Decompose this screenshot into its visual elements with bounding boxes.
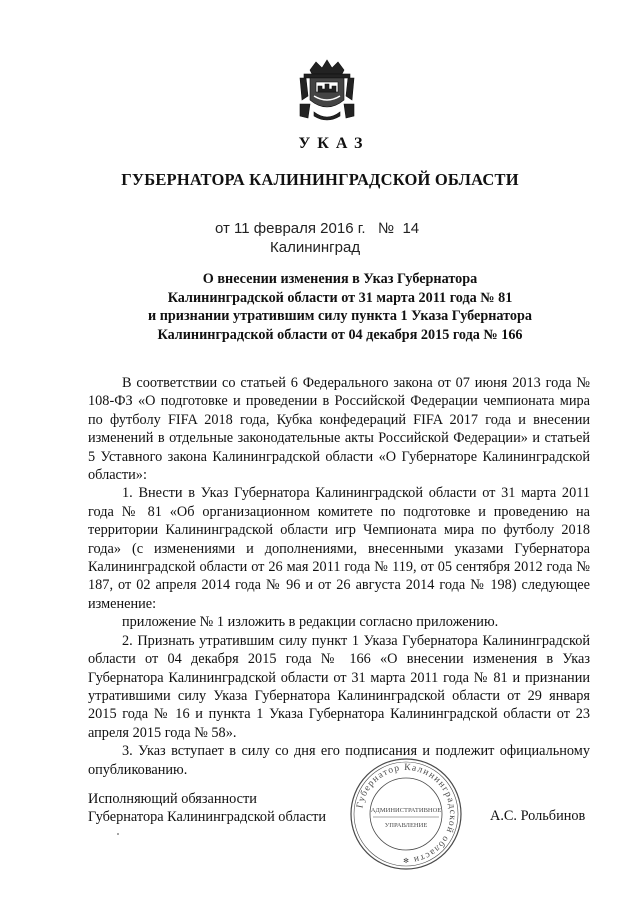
body-paragraph: 3. Указ вступает в силу со дня его подписания и подлежит официальному опубликованию.	[88, 743, 590, 778]
body-paragraph: 1. Внести в Указ Губернатора Калининградской области от 31 марта 2011 года № 81 «Об организационном комитете по подготовке и проведению на территории Калининградской области игр Чемпионата мира по футболу 2018 года» (с изменениями и дополнениями, внесенными указами Губернатора Калининградской области от 26 мая 2011 года № 119, от 05 сентября 2012 года № 187, от 02 апреля 2014 года № 96 и от 26 августа 2014 года № 198) следующее изменение:	[88, 485, 590, 612]
document-type: УКАЗ	[298, 135, 370, 152]
stamp-center-line: УПРАВЛЕНИЕ	[384, 822, 428, 829]
stamp-ring-text: Губернатор Калининградской области	[355, 762, 458, 865]
heading-line: Калининградской области от 04 декабря 2015 года № 166	[157, 326, 523, 343]
signatory-name: А.С. Рольбинов	[490, 808, 586, 824]
stamp-center-line: АДМИНИСТРАТИВНОЕ	[370, 807, 442, 814]
city-name: Калининград	[270, 239, 361, 256]
body-paragraph: 2. Признать утратившим силу пункт 1 Указа Губернатора Калининградской области от 04 декабря 2015 года № 166 «О внесении изменения в Указ Губернатора Калининградской области от 31 марта 2011 года № 81 и признании утратившими силу Указа Губернатора Калининградской области от 29 января 2015 года № 16 и пункта 1 Указа Губернатора Калининградской области от 23 апреля 2015 года № 58».	[88, 632, 590, 741]
signatory-position	[88, 790, 326, 827]
issuer-title: ГУБЕРНАТОРА КАЛИНИНГРАДСКОЙ ОБЛАСТИ	[121, 170, 519, 189]
body-paragraph: приложение № 1 изложить в редакции согласно приложению.	[122, 614, 499, 631]
position-line: Губернатора Калининградской области	[88, 809, 327, 826]
heading-line: О внесении изменения в Указ Губернатора	[202, 271, 478, 287]
heading-line: Калининградской области от 31 марта 2011 года № 81	[167, 289, 513, 306]
body-paragraph: В соответствии со статьей 6 Федерального закона от 07 июня 2013 года № 108-ФЗ «О подготовке и проведении в Российской Федерации чемпионата мира по футболу FIFA 2018 года, Кубка конфедераций FIFA 2017 года и внесении изменений в отдельные законодательные акты Российской Федерации» и статьей 5 Уставного закона Калининградской области «О Губернаторе Калининградской области»:	[88, 375, 590, 484]
decree-heading	[90, 270, 590, 344]
stamp-star-icon: ✻	[403, 857, 409, 865]
date-line: от 11 февраля 2016 г. № 14	[215, 220, 420, 237]
official-stamp	[347, 755, 465, 873]
scan-speck-icon	[116, 832, 120, 836]
heading-line: и признании утратившим силу пункта 1 Указа Губернатора	[147, 308, 533, 324]
position-line: Исполняющий обязанности	[88, 791, 257, 807]
coat-of-arms-icon	[296, 56, 358, 122]
decree-body	[88, 374, 590, 779]
